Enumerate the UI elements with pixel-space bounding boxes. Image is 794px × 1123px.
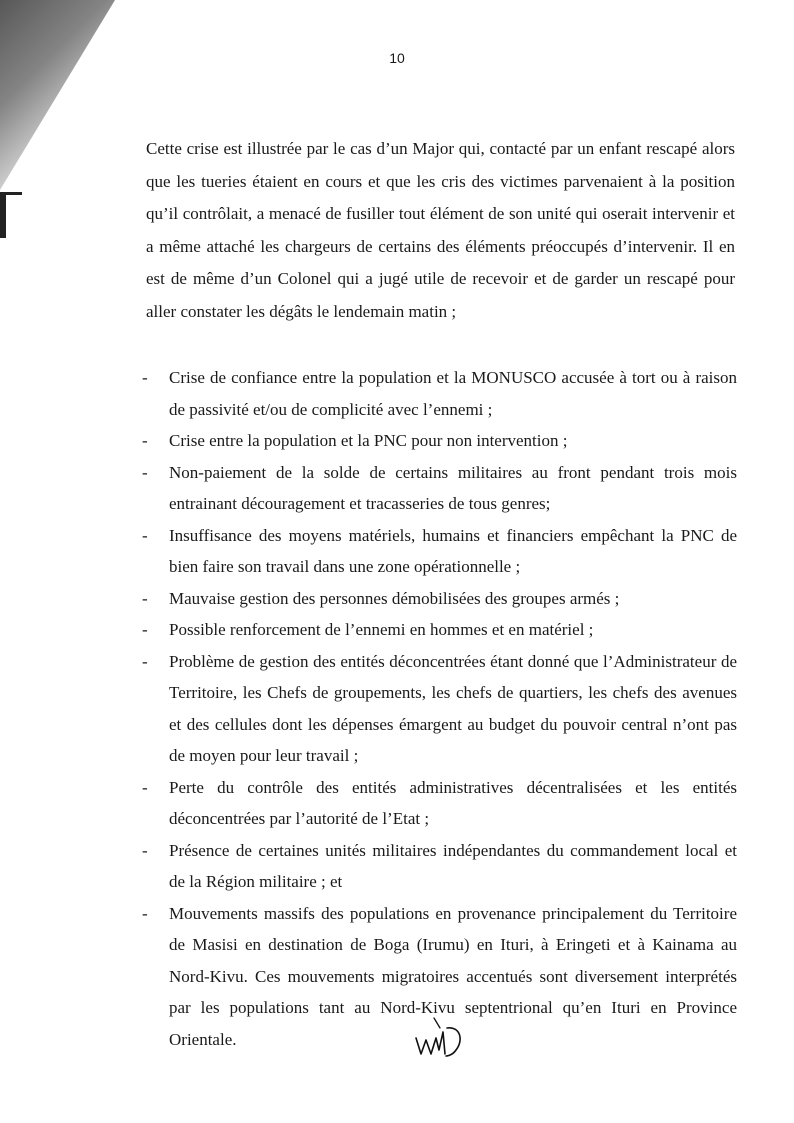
- page-number: 10: [389, 50, 405, 66]
- scan-shadow: [0, 0, 115, 190]
- bullet-dash: -: [142, 368, 148, 387]
- bullet-dash: -: [142, 588, 148, 608]
- list-item: [142, 457, 737, 520]
- list-item: [142, 520, 737, 583]
- bullet-dash: -: [142, 777, 148, 797]
- list-item: [142, 614, 737, 646]
- bullet-list: [142, 362, 737, 1055]
- bullet-dash: -: [142, 525, 148, 545]
- bullet-dash: -: [142, 431, 148, 450]
- list-item: [142, 425, 737, 457]
- list-item: [142, 646, 737, 772]
- list-item: [142, 362, 737, 425]
- body-paragraph: Cette crise est illustrée par le cas d’un Major qui, contacté par un enfant rescapé alors que les tueries étaient en cours et que les cris des victimes parvenaient à la position qu’il contrôlait, a menacé de fusiller tout élément de son unité qui oserait intervenir et a même attaché les chargeurs de certains des éléments préoccupés d’intervenir. Il en est de même d’un Colonel qui a jugé utile de recevoir et de garder un rescapé pour aller constater les dégâts le lendemain matin ;: [146, 139, 735, 321]
- list-item-text: Crise entre la population et la PNC pour non intervention ;: [169, 431, 568, 450]
- list-item: [142, 772, 737, 835]
- list-item-text: Mauvaise gestion des personnes démobilisées des groupes armés ;: [169, 588, 620, 608]
- handwritten-initials: [412, 1014, 467, 1062]
- list-item: [142, 835, 737, 898]
- list-item-text: Mouvements massifs des populations en provenance principalement du Territoire de Masisi en destination de Boga (Irumu) en Ituri, à Eringeti et à Kainama au Nord-Kivu. Ces mouvements migratoires accentués sont diversement interprétés par les populations tant au Nord-Kivu septentrional qu’en Ituri en Province Orientale.: [169, 903, 737, 1049]
- bullet-dash: -: [142, 620, 148, 639]
- list-item-text: Perte du contrôle des entités administratives décentralisées et les entités déconcentrées par l’autorité de l’Etat ;: [169, 777, 737, 828]
- bullet-dash: -: [142, 462, 148, 482]
- bullet-dash: -: [142, 903, 148, 923]
- list-item-text: Insuffisance des moyens matériels, humains et financiers empêchant la PNC de bien faire son travail dans une zone opérationnelle ;: [169, 525, 737, 576]
- list-item: [142, 583, 737, 615]
- list-item-text: Crise de confiance entre la population et la MONUSCO accusée à tort ou à raison de passivité et/ou de complicité avec l’ennemi ;: [169, 368, 737, 419]
- bullet-dash: -: [142, 840, 148, 860]
- bullet-dash: -: [142, 651, 148, 671]
- binding-mark: [0, 192, 22, 238]
- list-item-text: Problème de gestion des entités déconcentrées étant donné que l’Administrateur de Territoire, les Chefs de groupements, les chefs de quartiers, les chefs des avenues et des cellules dont les dépenses émargent au budget du pouvoir central n’ont pas de moyen pour leur travail ;: [169, 651, 737, 765]
- list-item-text: Possible renforcement de l’ennemi en hommes et en matériel ;: [169, 620, 594, 639]
- list-item-text: Présence de certaines unités militaires indépendantes du commandement local et de la Région militaire ; et: [169, 840, 737, 891]
- list-item-text: Non-paiement de la solde de certains militaires au front pendant trois mois entrainant découragement et tracasseries de tous genres;: [169, 462, 737, 513]
